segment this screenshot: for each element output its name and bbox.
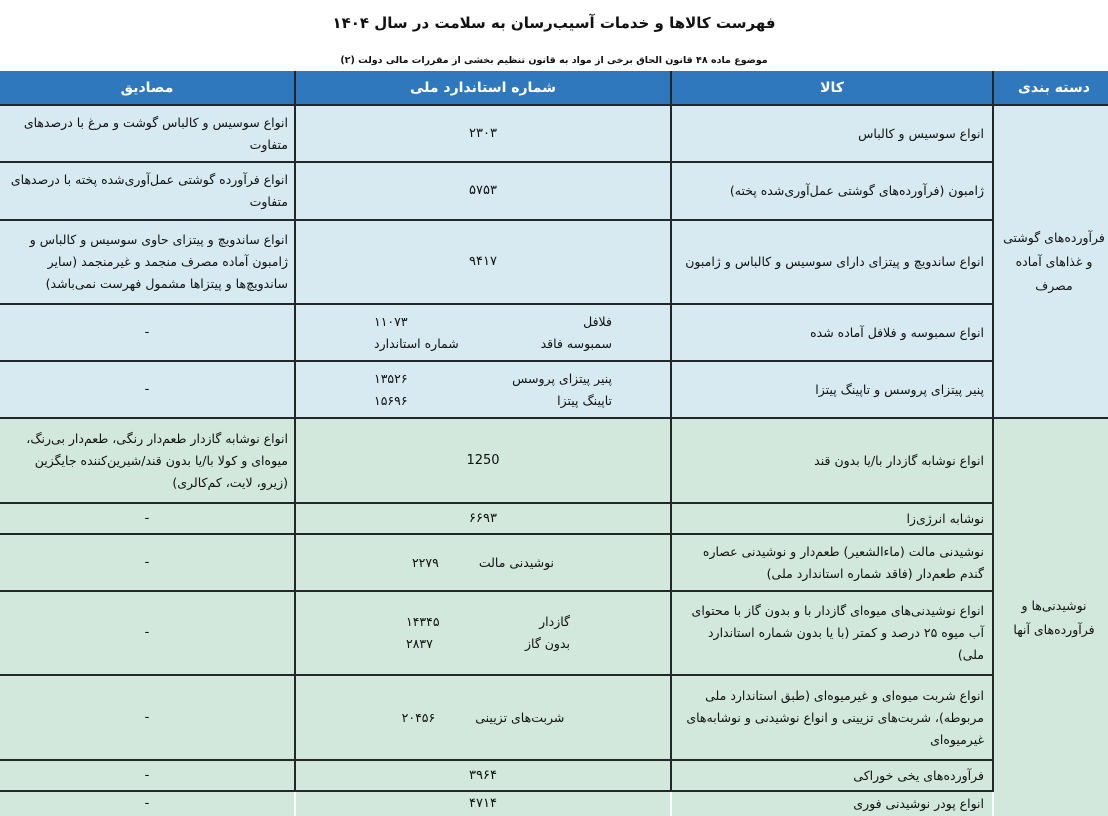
standard-subrow [374,368,612,390]
examples-cell: - [0,535,294,590]
goods-cell: انواع نوشیدنی‌های میوه‌ای گازدار با و بدون گاز با محتوای آب میوه ۲۵ درصد و کمتر (با یا بدون شماره استاندارد ملی) [672,592,992,674]
page-title: فهرست کالاها و خدمات آسیب‌رسان به سلامت در سال ۱۴۰۴ [332,14,776,32]
sub-label: پنیر پیتزای پروسس [512,370,612,386]
standard-number: ۴۷۱۴ [296,792,670,816]
goods-table [0,71,1108,811]
standard-subrow [374,333,612,355]
sub-value: ۲۰۴۵۶ [401,709,436,725]
standard-sublist [296,535,670,590]
sub-label: سمبوسه فاقد [540,335,612,351]
examples-cell: انواع ساندویچ و پیتزای حاوی سوسیس و کالباس و ژامبون آماده مصرف منجمد و غیرمنجمد (سایر ساندویچ‌ها و پیتزاها مشمول فهرست نمی‌باشد) [0,221,294,303]
standard-subrow [406,611,570,633]
standard-number: ۵۷۵۳ [296,163,670,219]
standard-number: 1250 [296,419,670,502]
goods-cell: انواع نوشابه گازدار با/یا بدون قند [672,419,992,502]
goods-cell: انواع ساندویچ و پیتزای دارای سوسیس و کالباس و ژامبون [672,221,992,303]
header-standard: شماره استاندارد ملی [296,71,670,104]
standard-subrow [374,390,612,412]
standard-number: ۳۹۶۴ [296,761,670,790]
examples-cell: - [0,761,294,790]
goods-cell: فرآورده‌های یخی خوراکی [672,761,992,790]
standard-subrow [374,311,612,333]
sub-value: ۱۱۰۷۳ [374,313,408,329]
sub-label: فلافل [583,313,612,329]
sub-label: شربت‌های تزیینی [475,709,565,725]
examples-cell: - [0,504,294,533]
examples-cell: - [0,305,294,360]
goods-cell: پنیر پیتزای پروسس و تاپینگ پیتزا [672,362,992,417]
sub-value: ۱۵۶۹۶ [374,392,408,408]
goods-cell: انواع شربت میوه‌ای و غیرمیوه‌ای (طبق استاندارد ملی مربوطه)، شربت‌های تزیینی و انواع نوشیدنی و نوشابه‌های غیرمیوه‌ای [672,676,992,759]
examples-cell: انواع فرآورده گوشتی عمل‌آوری‌شده پخته با درصدهای متفاوت [0,163,294,219]
examples-cell: - [0,362,294,417]
examples-cell: - [0,592,294,674]
sub-value: ۱۳۵۲۶ [374,370,408,386]
standard-sublist [296,676,670,759]
goods-cell: نوشیدنی مالت (ماءالشعیر) طعم‌دار و نوشیدنی عصاره گندم طعم‌دار (فاقد شماره استاندارد ملی) [672,535,992,590]
goods-cell: انواع سمبوسه و فلافل آماده شده [672,305,992,360]
sub-label: گازدار [539,614,570,629]
standard-sublist [296,305,670,360]
goods-cell: نوشابه انرژی‌زا [672,504,992,533]
standard-sublist [296,592,670,674]
sub-label: نوشیدنی مالت [478,554,555,570]
standard-number: ۹۴۱۷ [296,221,670,303]
header-goods: کالا [672,71,992,104]
sub-value: ۱۴۳۴۵ [406,614,440,629]
examples-cell: - [0,792,294,816]
standard-number: ۲۳۰۳ [296,106,670,161]
sub-label: بدون گاز [524,636,570,651]
header-category: دسته بندی [994,71,1108,104]
page-subtitle: موضوع ماده ۴۸ قانون الحاق برخی از مواد به قانون تنظیم بخشی از مقررات مالی دولت (۲) [340,55,768,66]
category-beverages: نوشیدنی‌ها و فرآورده‌های آنها [994,419,1108,816]
examples-cell: - [0,676,294,759]
sub-value: شماره استاندارد [374,335,459,351]
goods-cell: انواع پودر نوشیدنی فوری [672,792,992,816]
goods-cell: ژامبون (فرآورده‌های گوشتی عمل‌آوری‌شده پخته) [672,163,992,219]
sub-value: ۲۸۳۷ [406,636,433,651]
examples-cell: انواع نوشابه گازدار طعم‌دار رنگی، طعم‌دار بی‌رنگ، میوه‌ای و کولا با/یا بدون قند/شیرین‌کننده جایگزین (زیرو، لایت، کم‌کالری) [0,419,294,502]
standard-subrow [406,633,570,655]
standard-sublist [296,362,670,417]
sub-label: تاپینگ پیتزا [557,392,612,408]
goods-cell: انواع سوسیس و کالباس [672,106,992,161]
examples-cell: انواع سوسیس و کالباس گوشت و مرغ با درصدهای متفاوت [0,106,294,161]
standard-number: ۶۶۹۳ [296,504,670,533]
sub-value: ۲۲۷۹ [411,554,439,570]
category-meat-ready-food: فرآورده‌های گوشتی و غذاهای آماده مصرف [994,106,1108,417]
header-examples: مصادیق [0,71,294,104]
